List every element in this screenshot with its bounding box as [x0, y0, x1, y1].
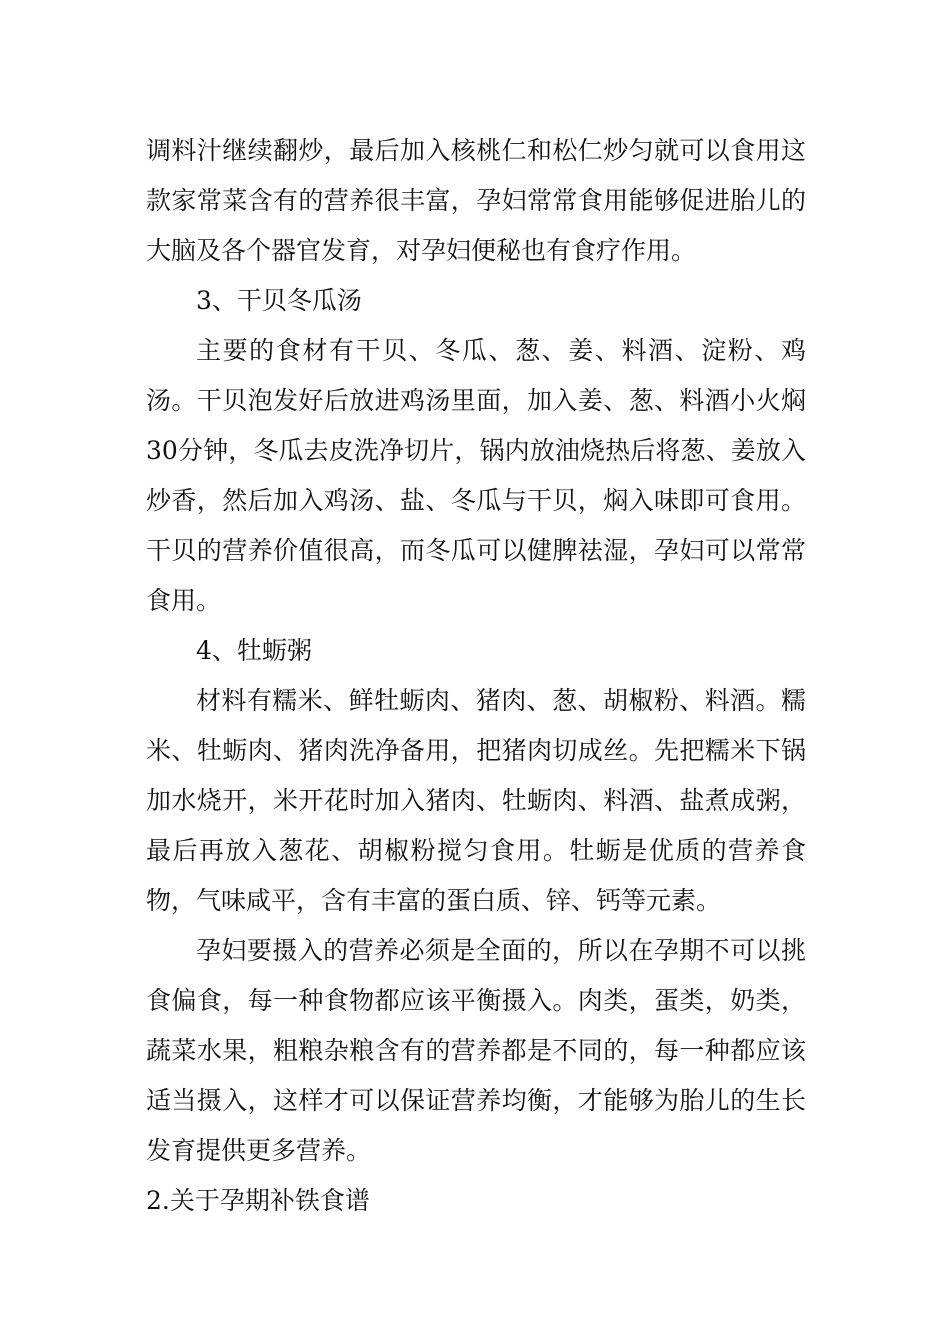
paragraph-scallop-soup-method: 主要的食材有干贝、冬瓜、葱、姜、料酒、淀粉、鸡汤。干贝泡发好后放进鸡汤里面，加入姜、葱、料酒小火焖30分钟，冬瓜去皮洗净切片，锅内放油烧热后将葱、姜放入炒香，然后加入鸡汤、盐、冬瓜与干贝，焖入味即可食用。干贝的营养价值很高，而冬瓜可以健脾祛湿，孕妇可以常常食用。	[146, 336, 806, 615]
section-heading-iron-recipes: 2.关于孕期补铁食谱	[146, 1186, 370, 1215]
recipe-heading-scallop-winter-melon-soup: 3、干贝冬瓜汤	[196, 286, 362, 315]
paragraph-balanced-nutrition: 孕妇要摄入的营养必须是全面的，所以在孕期不可以挑食偏食，每一种食物都应该平衡摄入。肉类，蛋类，奶类，蔬菜水果，粗粮杂粮含有的营养都是不同的，每一种都应该适当摄入，这样才可以保证营养均衡，才能够为胎儿的生长发育提供更多营养。	[146, 936, 806, 1165]
paragraph-recipe-continuation: 调料汁继续翻炒，最后加入核桃仁和松仁炒匀就可以食用这款家常菜含有的营养很丰富，孕妇常常食用能够促进胎儿的大脑及各个器官发育，对孕妇便秘也有食疗作用。	[146, 136, 806, 265]
document-body	[146, 126, 806, 1226]
recipe-heading-oyster-congee: 4、牡蛎粥	[196, 636, 312, 665]
paragraph-oyster-congee-method: 材料有糯米、鲜牡蛎肉、猪肉、葱、胡椒粉、料酒。糯米、牡蛎肉、猪肉洗净备用，把猪肉切成丝。先把糯米下锅加水烧开，米开花时加入猪肉、牡蛎肉、料酒、盐煮成粥，最后再放入葱花、胡椒粉搅匀食用。牡蛎是优质的营养食物，气味咸平，含有丰富的蛋白质、锌、钙等元素。	[146, 686, 806, 915]
